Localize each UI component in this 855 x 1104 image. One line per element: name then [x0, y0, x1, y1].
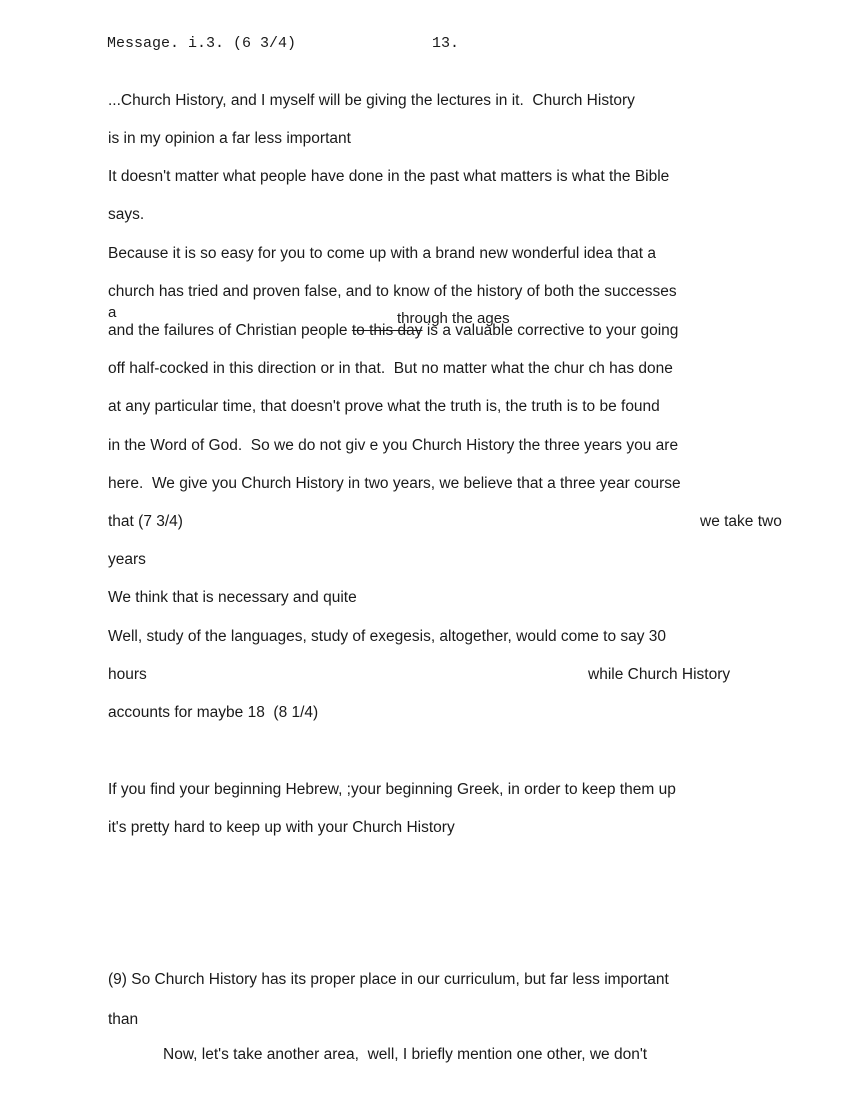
- text-line: that (7 3/4): [108, 513, 183, 530]
- text-line: while Church History: [588, 666, 731, 683]
- text-line: hours: [108, 666, 147, 683]
- text-line: ...Church History, and I myself will be giving the lectures in it. Church History: [108, 92, 635, 109]
- text-segment: is a valuable corrective to your going: [422, 322, 679, 339]
- text-line: If you find your beginning Hebrew, ;your beginning Greek, in order to keep them up: [108, 781, 676, 798]
- text-line: Well, study of the languages, study of exegesis, altogether, would come to say 30: [108, 628, 667, 645]
- text-line: at any particular time, that doesn't prove what the truth is, the truth is to be found: [108, 398, 660, 415]
- handwritten-insert-a: a: [108, 304, 117, 321]
- text-line: Because it is so easy for you to come up with a brand new wonderful idea that a: [108, 245, 656, 262]
- header-label: Message. i.3. (6 3/4): [107, 35, 297, 52]
- text-line: off half-cocked in this direction or in that. But no matter what the chur ch has done: [108, 360, 673, 377]
- text-line: Now, let's take another area, well, I briefly mention one other, we don't: [163, 1046, 648, 1063]
- text-line: accounts for maybe 18 (8 1/4): [108, 704, 319, 721]
- text-line: is in my opinion a far less important: [108, 130, 351, 147]
- page-number: 13.: [432, 35, 460, 52]
- text-segment: and the failures of Christian people: [108, 322, 352, 339]
- text-line: we take two: [700, 513, 782, 530]
- text-line: years: [108, 551, 146, 568]
- text-line: it's pretty hard to keep up with your Church History: [108, 819, 455, 836]
- text-line: (9) So Church History has its proper place in our curriculum, but far less important: [108, 971, 669, 988]
- text-line-with-correction: [108, 321, 678, 341]
- handwritten-insert-through-the-ages: through the ages: [397, 310, 510, 327]
- text-line: here. We give you Church History in two years, we believe that a three year course: [108, 475, 681, 492]
- text-line: church has tried and proven false, and to know of the history of both the successes: [108, 283, 677, 300]
- text-line: It doesn't matter what people have done in the past what matters is what the Bible: [108, 168, 670, 185]
- struck-text: to this day: [351, 322, 423, 339]
- text-line: We think that is necessary and quite: [108, 589, 357, 606]
- text-line: in the Word of God. So we do not giv e you Church History the three years you are: [108, 437, 679, 454]
- text-line: says.: [108, 206, 145, 223]
- text-line: than: [108, 1011, 139, 1028]
